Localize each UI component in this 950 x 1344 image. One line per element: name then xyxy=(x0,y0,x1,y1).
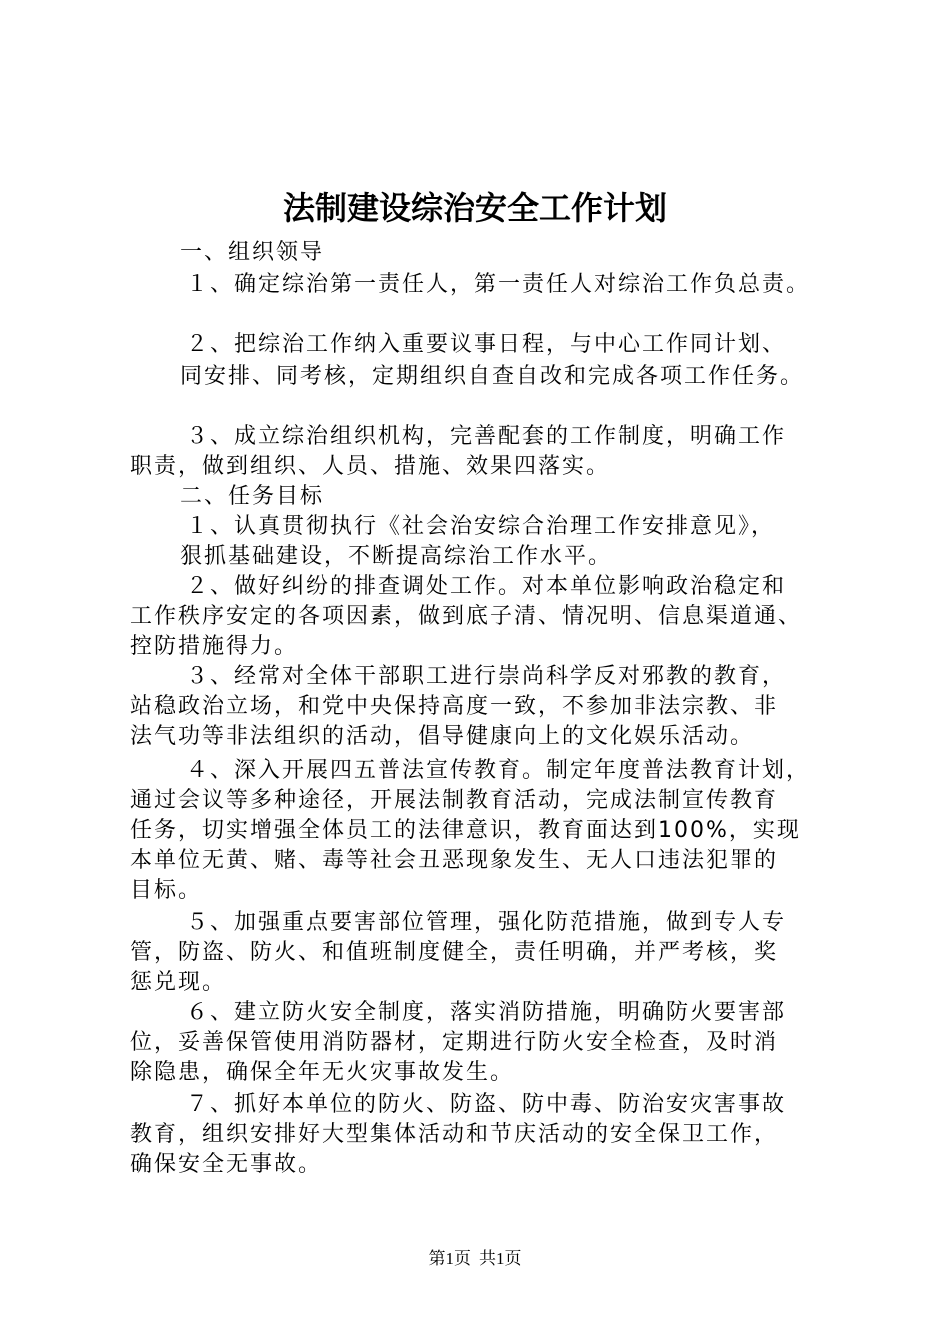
paragraph-line: ６、建立防火安全制度，落实消防措施，明确防火要害部 xyxy=(186,1000,787,1025)
paragraph-line: 教育，组织安排好大型集体活动和节庆活动的安全保卫工作， xyxy=(130,1122,779,1147)
paragraph-line: 职责，做到组织、人员、措施、效果四落实。 xyxy=(130,454,611,479)
paragraph-line: ３、成立综治组织机构，完善配套的工作制度，明确工作 xyxy=(186,424,787,449)
paragraph-line: 站稳政治立场，和党中央保持高度一致，不参加非法宗教、非 xyxy=(130,694,779,719)
paragraph-line: 目标。 xyxy=(130,878,203,903)
paragraph-line: 任务，切实增强全体员工的法律意识，教育面达到100%，实现 xyxy=(130,818,801,843)
paragraph-line: ３、经常对全体干部职工进行崇尚科学反对邪教的教育， xyxy=(186,664,787,689)
page-total: 共1页 xyxy=(479,1249,522,1268)
section-heading: 二、任务目标 xyxy=(180,484,325,509)
paragraph-line: 惩兑现。 xyxy=(130,970,227,995)
paragraph-line: 位，妥善保管使用消防器材，定期进行防火安全检查，及时消 xyxy=(130,1030,779,1055)
document-title: 法制建设综治安全工作计划 xyxy=(282,189,667,227)
paragraph-line: 法气功等非法组织的活动，倡导健康向上的文化娱乐活动。 xyxy=(130,724,755,749)
paragraph-line: ２、做好纠纷的排查调处工作。对本单位影响政治稳定和 xyxy=(186,574,787,599)
paragraph-line: 管，防盗、防火、和值班制度健全，责任明确，并严考核，奖 xyxy=(130,940,779,965)
paragraph-line: ５、加强重点要害部位管理，强化防范措施，做到专人专 xyxy=(186,910,787,935)
paragraph-line: ２、把综治工作纳入重要议事日程，与中心工作同计划、 xyxy=(186,332,787,357)
page-number: 第1页 xyxy=(428,1249,471,1268)
paragraph-line: 工作秩序安定的各项因素，做到底子清、情况明、信息渠道通、 xyxy=(130,604,803,629)
paragraph-line: 除隐患，确保全年无火灾事故发生。 xyxy=(130,1060,515,1085)
paragraph-line: 确保安全无事故。 xyxy=(130,1152,323,1177)
paragraph-line: １、确定综治第一责任人，第一责任人对综治工作负总责。 xyxy=(186,272,811,297)
paragraph-line: ４、深入开展四五普法宣传教育。制定年度普法教育计划， xyxy=(186,758,811,783)
paragraph-line: ７、抓好本单位的防火、防盗、防中毒、防治安灾害事故 xyxy=(186,1092,787,1117)
paragraph-line: 本单位无黄、赌、毒等社会丑恶现象发生、无人口违法犯罪的 xyxy=(130,848,779,873)
paragraph-line: 控防措施得力。 xyxy=(130,634,299,659)
page-footer xyxy=(0,1244,950,1269)
paragraph-line: 通过会议等多种途径，开展法制教育活动，完成法制宣传教育 xyxy=(130,788,779,813)
paragraph-line: 狠抓基础建设，不断提高综治工作水平。 xyxy=(180,544,613,569)
paragraph-line: 同安排、同考核，定期组织自查自改和完成各项工作任务。 xyxy=(180,364,805,389)
paragraph-line: １、认真贯彻执行《社会治安综合治理工作安排意见》， xyxy=(186,514,776,539)
section-heading: 一、组织领导 xyxy=(180,240,325,265)
